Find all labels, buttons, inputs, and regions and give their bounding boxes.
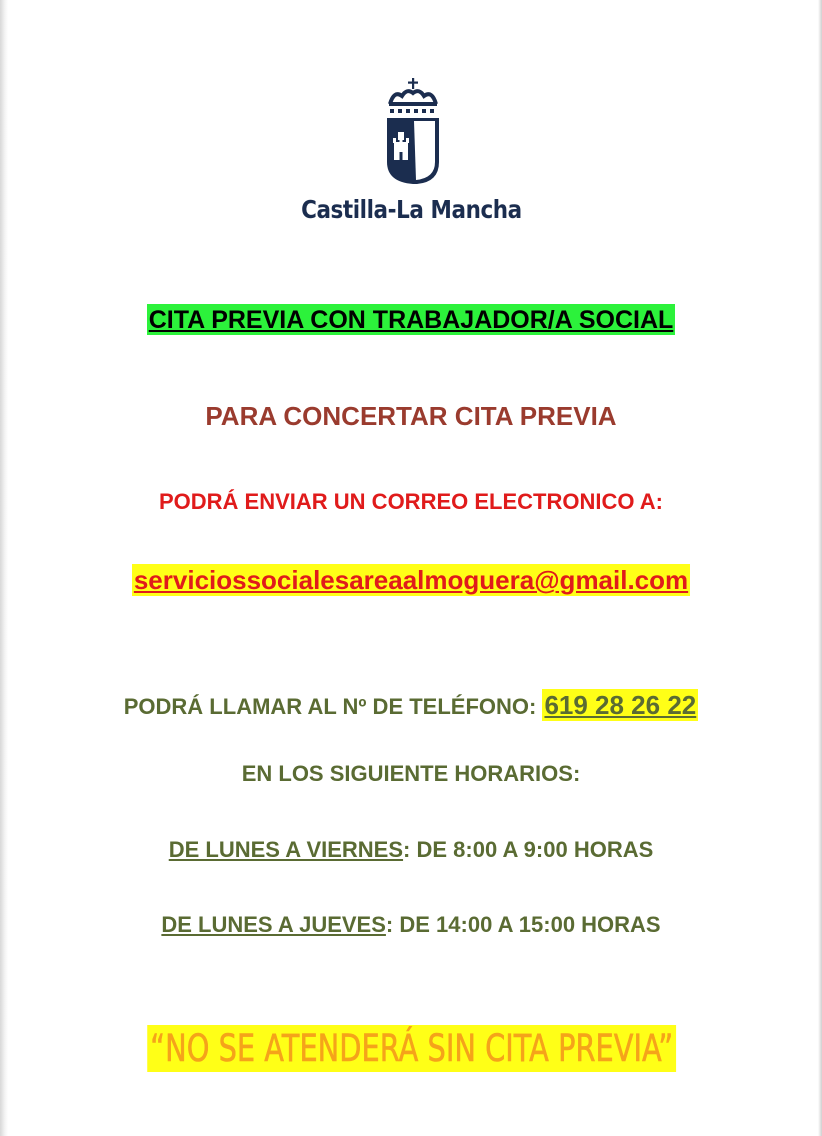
schedule-row [0, 837, 822, 863]
schedule-row [0, 912, 822, 938]
schedule-days: DE LUNES A JUEVES [161, 912, 386, 937]
phone-intro: PODRÁ LLAMAR AL Nº DE TELÉFONO: [123, 694, 543, 719]
email-intro: PODRÁ ENVIAR UN CORREO ELECTRONICO A: [159, 489, 663, 514]
phone-row [0, 690, 822, 721]
schedule-days: DE LUNES A VIERNES [168, 837, 404, 862]
brand-name: Castilla-La Mancha [301, 195, 522, 224]
page-title [0, 306, 822, 335]
schedule-time: : DE 14:00 A 15:00 HORAS [385, 912, 661, 937]
schedule-time: : DE 8:00 A 9:00 HORAS [403, 837, 654, 862]
notice-banner [91, 1027, 732, 1070]
castilla-la-mancha-crest-icon [380, 76, 446, 188]
page-title-text: CITA PREVIA CON TRABAJADOR/A SOCIAL [148, 306, 674, 334]
email-row [0, 565, 822, 596]
hours-intro: EN LOS SIGUIENTE HORARIOS: [241, 761, 581, 786]
notice-text: “NO SE ATENDERÁ SIN CITA PREVIA” [147, 1025, 676, 1072]
email-link[interactable]: serviciossocialesareaalmoguera@gmail.com [133, 565, 689, 595]
phone-number[interactable]: 619 28 26 22 [544, 690, 697, 720]
subtitle: PARA CONCERTAR CITA PREVIA [205, 401, 617, 431]
